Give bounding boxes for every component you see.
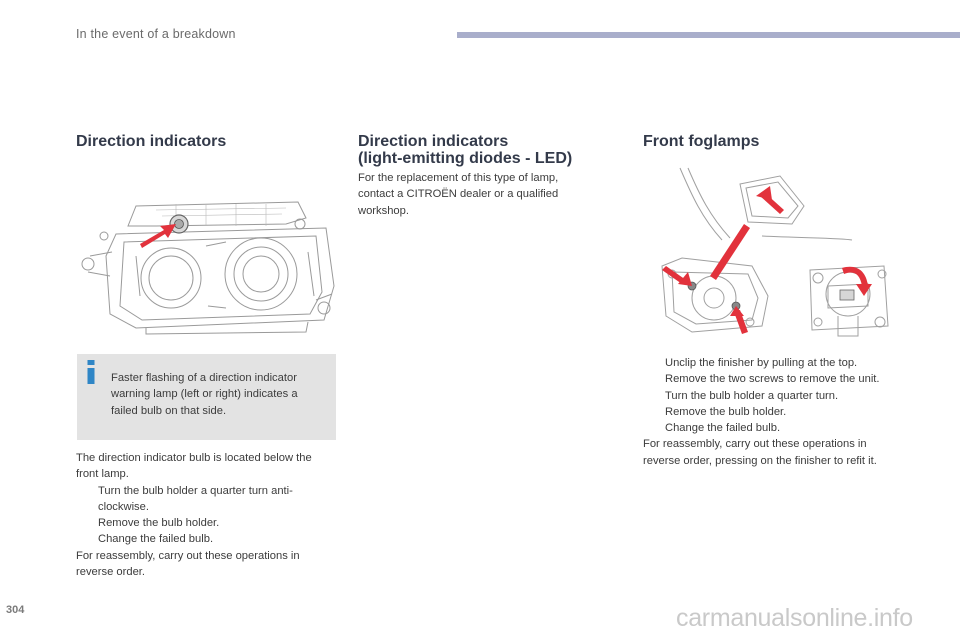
col1-step: Change the failed bulb. (98, 533, 214, 546)
watermark: carmanualsonline.info (676, 604, 913, 632)
col3-outro: For reassembly, carry out these operations in reverse order, pressing on the finisher to refit it. (643, 438, 877, 467)
info-text: Faster flashing of a direction indicator warning lamp (left or right) indicates a failed bulb on that side. (111, 372, 298, 417)
heading-led-line1: Direction indicators (358, 133, 509, 150)
col3-body (643, 355, 905, 469)
headlamp-illustration (76, 196, 338, 336)
heading-led-line2: (light-emitting diodes - LED) (358, 150, 573, 167)
col3-step: Remove the two screws to remove the unit. (665, 373, 880, 386)
page-number: 304 (6, 604, 25, 616)
info-icon (86, 360, 96, 384)
col1-step: Turn the bulb holder a quarter turn anti-clockwise. (98, 484, 293, 513)
section-title: In the event of a breakdown (76, 27, 236, 41)
foglamp-illustration (652, 166, 892, 346)
col3-step: Remove the bulb holder. (665, 405, 787, 418)
col1-step: Remove the bulb holder. (98, 517, 220, 530)
heading-led-indicators (358, 133, 572, 167)
col1-body (76, 450, 328, 580)
col3-step: Change the failed bulb. (665, 422, 781, 435)
heading-front-foglamps: Front foglamps (643, 133, 760, 150)
col3-step: Unclip the finisher by pulling at the top. (665, 357, 858, 369)
header-bar (457, 32, 960, 38)
col1-intro: The direction indicator bulb is located below the front lamp. (76, 452, 312, 481)
heading-direction-indicators: Direction indicators (76, 133, 227, 150)
col3-step: Turn the bulb holder a quarter turn. (665, 389, 839, 402)
col2-text: For the replacement of this type of lamp, contact a CITROËN dealer or a qualified workshop. (358, 172, 559, 217)
col1-outro: For reassembly, carry out these operations in reverse order. (76, 549, 300, 579)
